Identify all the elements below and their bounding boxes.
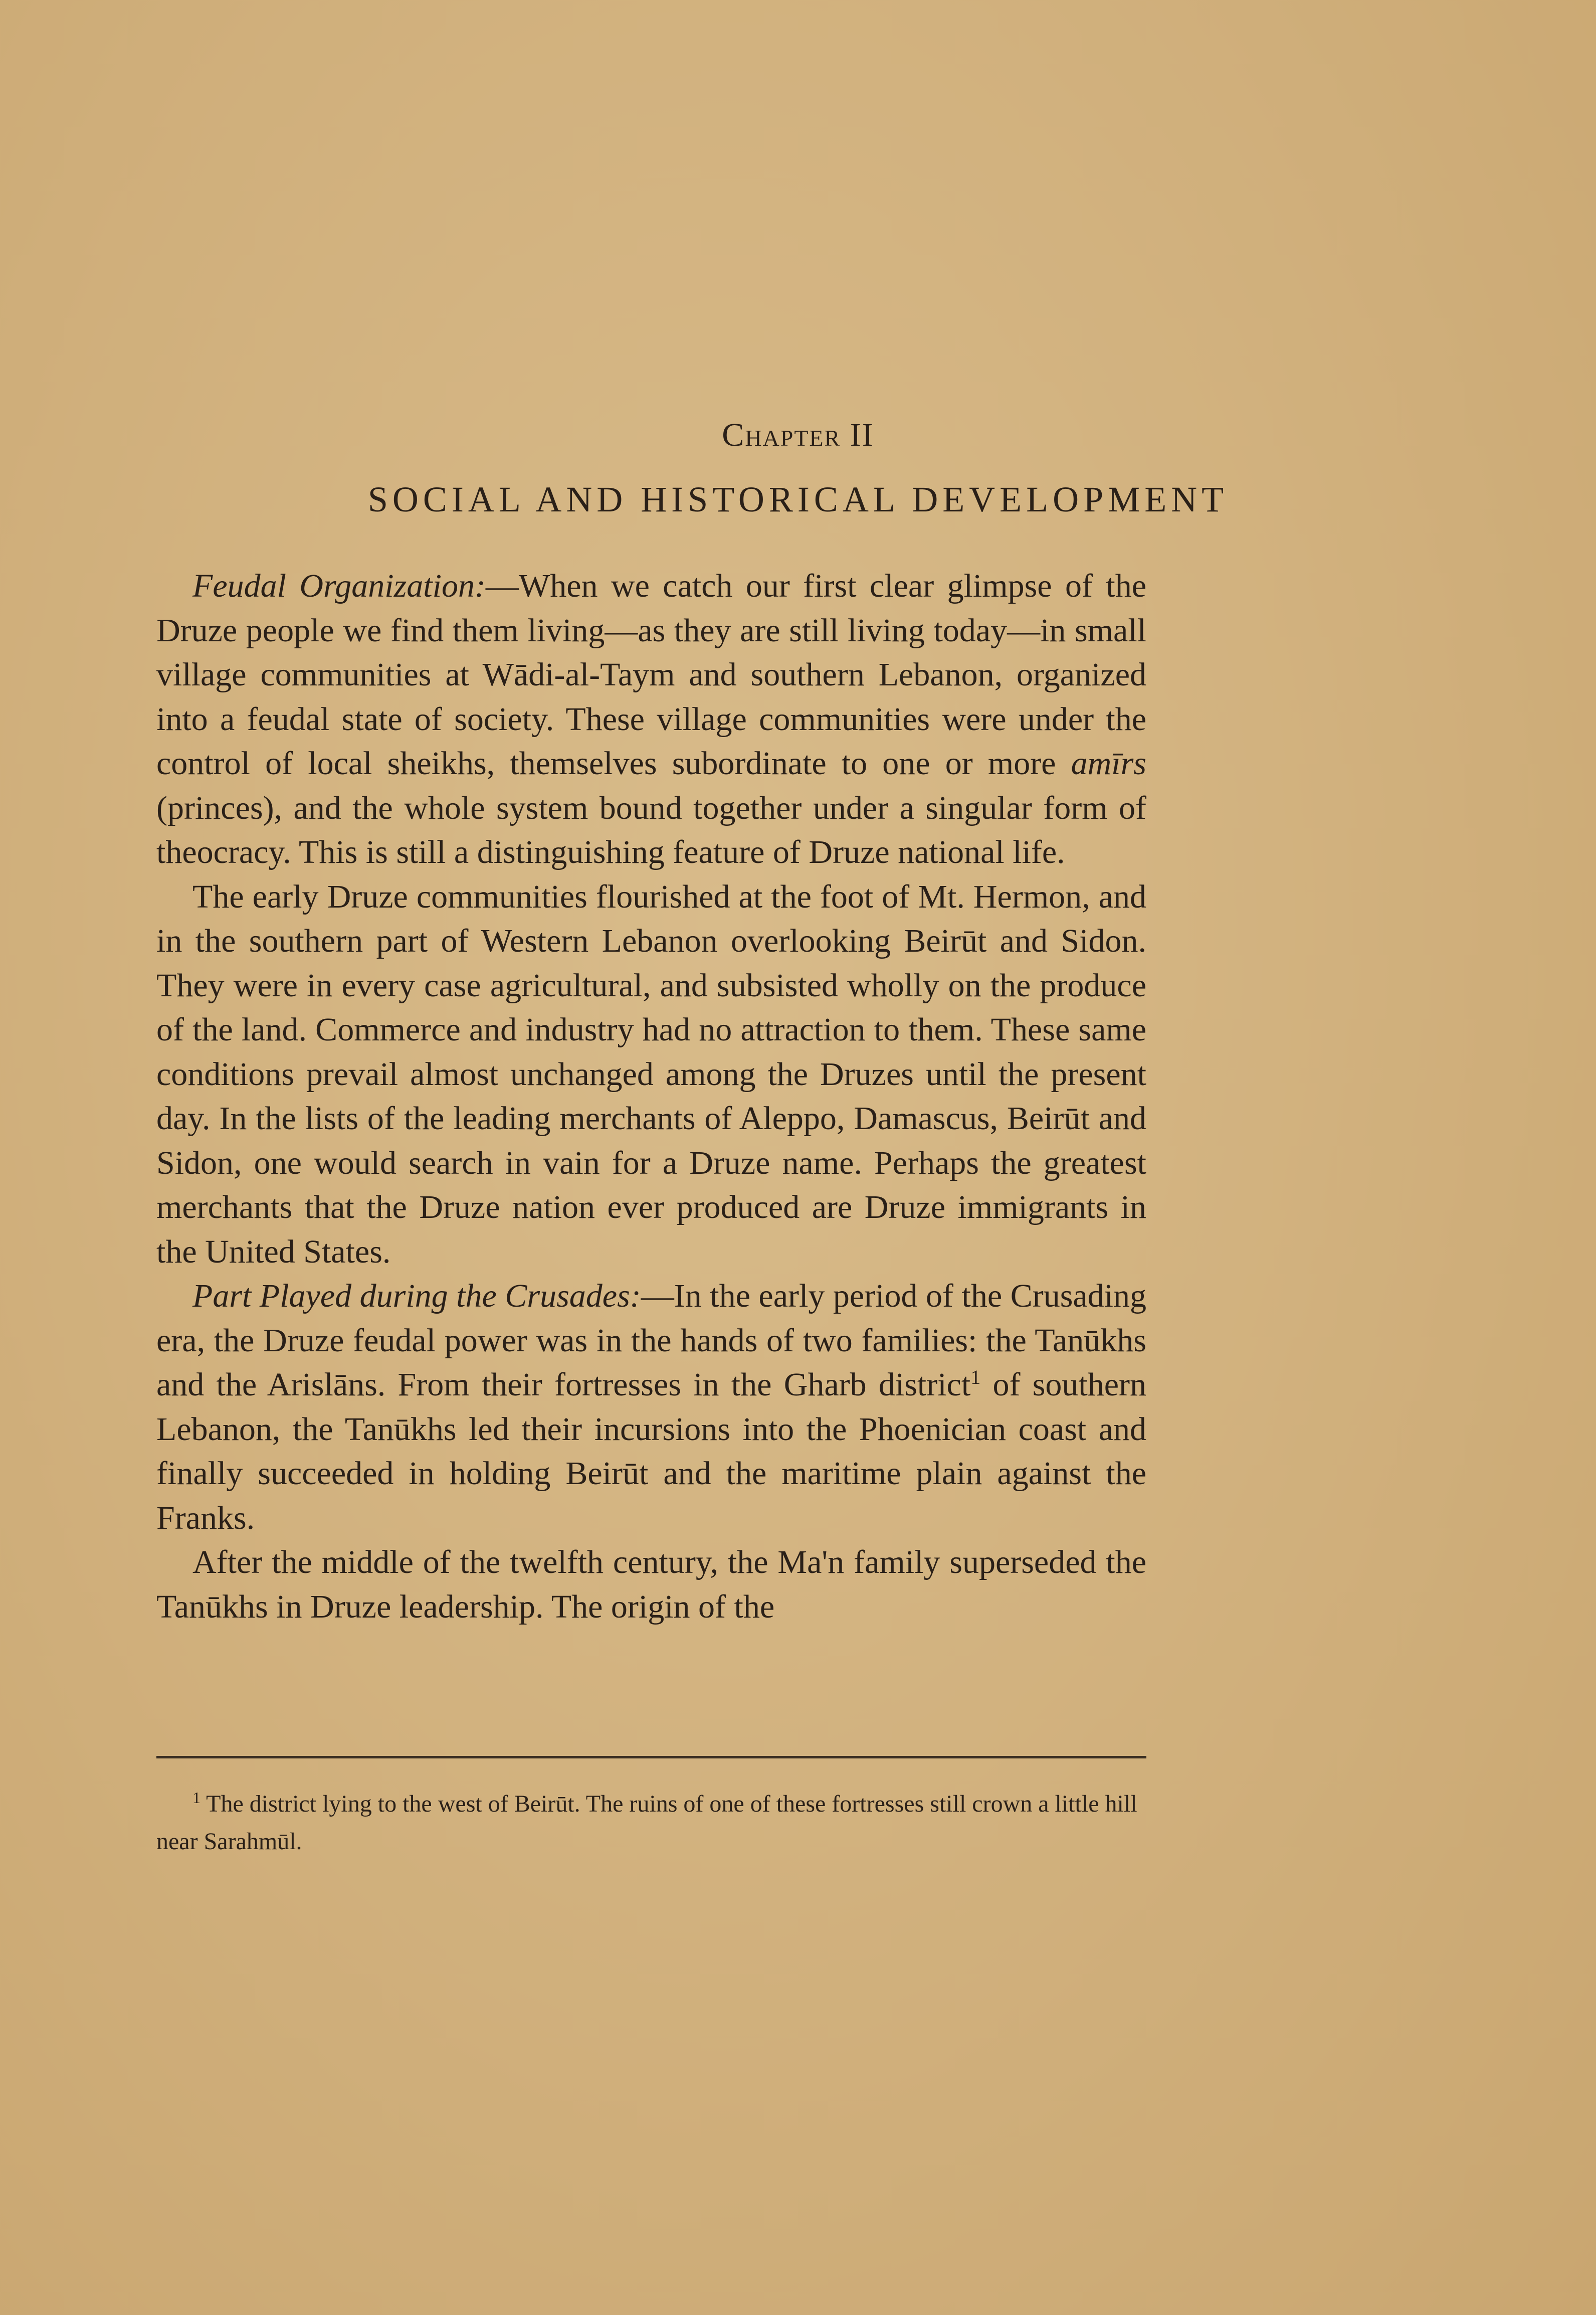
text-run: The early Druze communities flourished at the foot of Mt. Hermon, and in the southern part of Western Lebanon overlooking Beirūt and Sidon. They were in every case agricultural, and subsisted wholly on the produce of the land. Commerce and industry had no attraction to them. These same conditions prevail almost unchanged among the Druzes until the present day. In the lists of the leading merchants of Aleppo, Damascus, Beirūt and Sidon, one would search in vain for a Druze name. Perhaps the greatest merchants that the Druze nation ever produced are Druze immigrants in the United States. — [156, 878, 1146, 1270]
paragraph-feudal-organization — [156, 564, 1146, 875]
footnote-reference: 1 — [970, 1366, 981, 1388]
text-run: —When we catch our first clear glimpse of the Druze people we find them living—as they are still living today—in small village communities at Wādi-al-Taym and southern Lebanon, organized into a feudal state of society. These village communities were under the control of local sheikhs, themselves subordinate to one or more — [156, 568, 1146, 782]
section-lead: Part Played during the Crusades: — [192, 1278, 641, 1314]
footnote-divider — [156, 1756, 1146, 1758]
text-run: —In the early period of the Crusading era, the Druze feudal power was in the hands of two families: the Tanūkhs and the Arislāns. From their fortresses in the Gharb district — [156, 1278, 1147, 1403]
chapter-title: SOCIAL AND HISTORICAL DEVELOPMENT — [367, 479, 1229, 519]
footnote-text: The district lying to the west of Beirūt. The ruins of one of these fortresses still crown a little hill near Sarahmūl. — [156, 1791, 1137, 1855]
body-text — [156, 564, 1146, 1629]
italic-term: amīrs — [1071, 745, 1146, 782]
text-run: After the middle of the twelfth century, the Ma'n family superseded the Tanūkhs in Druze leadership. The origin of the — [156, 1544, 1146, 1625]
paragraph-man-family — [156, 1540, 1146, 1629]
footnote — [156, 1785, 1146, 1860]
text-run: of southern Lebanon, the Tanūkhs led their incursions into the Phoenician coast and finally succeeded in holding Beirūt and the maritime plain against the Franks. — [156, 1366, 1146, 1536]
footnote-marker: 1 — [192, 1789, 201, 1807]
text-run: (princes), and the whole system bound together under a singular form of theocracy. This is still a distinguishing feature of Druze national life. — [156, 789, 1146, 870]
paragraph-crusades — [156, 1274, 1146, 1540]
chapter-label: Chapter II — [722, 417, 874, 453]
paragraph-early-communities — [156, 875, 1146, 1275]
section-lead: Feudal Organization: — [192, 568, 486, 604]
